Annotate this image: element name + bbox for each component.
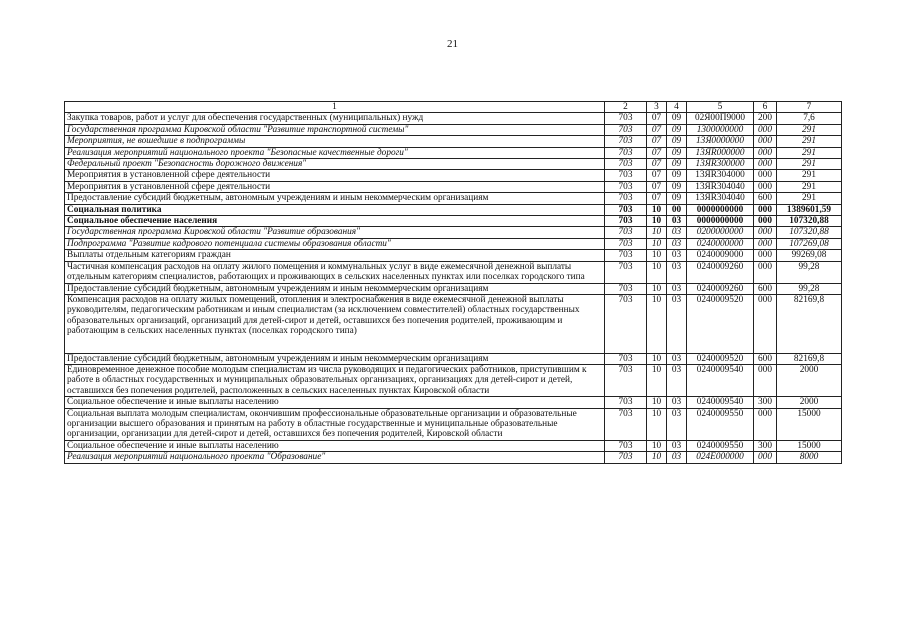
cell-target-item: 13ЯR000000 bbox=[687, 147, 754, 158]
cell-target-item: 0000000000 bbox=[687, 216, 754, 227]
cell-expense-type: 000 bbox=[754, 216, 777, 227]
cell-amount: 82169,8 bbox=[777, 294, 842, 353]
cell-expense-type: 000 bbox=[754, 124, 777, 135]
cell-subsection: 03 bbox=[667, 408, 687, 440]
col-header-1: 1 bbox=[65, 102, 605, 113]
cell-section: 07 bbox=[647, 136, 667, 147]
col-header-3: 3 bbox=[647, 102, 667, 113]
table-row bbox=[65, 124, 842, 135]
cell-subsection: 03 bbox=[667, 238, 687, 249]
cell-section: 10 bbox=[647, 283, 667, 294]
table-row bbox=[65, 136, 842, 147]
table-row bbox=[65, 193, 842, 204]
table-row bbox=[65, 440, 842, 451]
cell-code-admin: 703 bbox=[605, 283, 647, 294]
cell-expense-type: 000 bbox=[754, 294, 777, 353]
cell-name: Закупка товаров, работ и услуг для обеспечения государственных (муниципальных) нужд bbox=[65, 113, 605, 124]
cell-section: 10 bbox=[647, 397, 667, 408]
cell-name: Социальное обеспечение и иные выплаты населению bbox=[65, 440, 605, 451]
cell-subsection: 09 bbox=[667, 170, 687, 181]
cell-target-item: 13ЯR304040 bbox=[687, 193, 754, 204]
cell-expense-type: 000 bbox=[754, 170, 777, 181]
cell-expense-type: 000 bbox=[754, 238, 777, 249]
cell-target-item: 0200000000 bbox=[687, 227, 754, 238]
cell-expense-type: 000 bbox=[754, 408, 777, 440]
cell-expense-type: 600 bbox=[754, 193, 777, 204]
cell-subsection: 09 bbox=[667, 159, 687, 170]
col-header-5: 5 bbox=[687, 102, 754, 113]
cell-name: Выплаты отдельным категориям граждан bbox=[65, 250, 605, 261]
cell-expense-type: 000 bbox=[754, 159, 777, 170]
table-row bbox=[65, 181, 842, 192]
cell-name: Мероприятия в установленной сфере деятельности bbox=[65, 170, 605, 181]
table-row bbox=[65, 159, 842, 170]
cell-amount: 99269,08 bbox=[777, 250, 842, 261]
cell-code-admin: 703 bbox=[605, 159, 647, 170]
cell-target-item: 0240009550 bbox=[687, 440, 754, 451]
table-row bbox=[65, 364, 842, 396]
col-header-6: 6 bbox=[754, 102, 777, 113]
cell-section: 10 bbox=[647, 294, 667, 353]
cell-subsection: 03 bbox=[667, 250, 687, 261]
cell-code-admin: 703 bbox=[605, 227, 647, 238]
cell-code-admin: 703 bbox=[605, 124, 647, 135]
cell-subsection: 03 bbox=[667, 294, 687, 353]
cell-name: Федеральный проект "Безопасность дорожного движения" bbox=[65, 159, 605, 170]
cell-name: Предоставление субсидий бюджетным, автономным учреждениям и иным некоммерческим организациям bbox=[65, 353, 605, 364]
cell-subsection: 09 bbox=[667, 193, 687, 204]
cell-expense-type: 000 bbox=[754, 364, 777, 396]
cell-expense-type: 000 bbox=[754, 261, 777, 283]
cell-expense-type: 200 bbox=[754, 113, 777, 124]
col-header-4: 4 bbox=[667, 102, 687, 113]
cell-target-item: 0240009000 bbox=[687, 250, 754, 261]
cell-amount: 291 bbox=[777, 147, 842, 158]
table-row bbox=[65, 204, 842, 215]
cell-code-admin: 703 bbox=[605, 408, 647, 440]
cell-section: 07 bbox=[647, 113, 667, 124]
table-row bbox=[65, 261, 842, 283]
cell-subsection: 03 bbox=[667, 397, 687, 408]
cell-name: Компенсация расходов на оплату жилых помещений, отопления и электроснабжения в виде ежемесячной денежной выплаты руководителям, педагогическим работникам и иным специалистам (за исключением совместителей) областных государственных образовательных организаций, организаций для детей-сирот и детей, оставшихся без попечения родителей, проживающим и работающим в сельских населенных пунктах (поселках городского типа) bbox=[65, 294, 605, 353]
cell-code-admin: 703 bbox=[605, 216, 647, 227]
cell-subsection: 03 bbox=[667, 452, 687, 463]
cell-section: 10 bbox=[647, 227, 667, 238]
cell-target-item: 0240009550 bbox=[687, 408, 754, 440]
cell-amount: 82169,8 bbox=[777, 353, 842, 364]
cell-expense-type: 300 bbox=[754, 440, 777, 451]
table-row bbox=[65, 452, 842, 463]
cell-expense-type: 000 bbox=[754, 181, 777, 192]
cell-code-admin: 703 bbox=[605, 113, 647, 124]
cell-subsection: 03 bbox=[667, 261, 687, 283]
cell-section: 10 bbox=[647, 440, 667, 451]
cell-target-item: 0000000000 bbox=[687, 204, 754, 215]
cell-name: Социальная политика bbox=[65, 204, 605, 215]
table-row bbox=[65, 408, 842, 440]
cell-code-admin: 703 bbox=[605, 136, 647, 147]
cell-section: 07 bbox=[647, 193, 667, 204]
cell-expense-type: 000 bbox=[754, 227, 777, 238]
cell-expense-type: 000 bbox=[754, 147, 777, 158]
cell-code-admin: 703 bbox=[605, 452, 647, 463]
cell-amount: 291 bbox=[777, 124, 842, 135]
cell-amount: 15000 bbox=[777, 408, 842, 440]
cell-subsection: 03 bbox=[667, 364, 687, 396]
cell-subsection: 03 bbox=[667, 440, 687, 451]
table-row bbox=[65, 170, 842, 181]
cell-expense-type: 600 bbox=[754, 283, 777, 294]
cell-target-item: 13ЯR304040 bbox=[687, 181, 754, 192]
cell-section: 07 bbox=[647, 170, 667, 181]
cell-amount: 291 bbox=[777, 193, 842, 204]
cell-section: 10 bbox=[647, 238, 667, 249]
cell-name: Реализация мероприятий национального проекта "Образование" bbox=[65, 452, 605, 463]
cell-subsection: 03 bbox=[667, 227, 687, 238]
cell-name: Социальная выплата молодым специалистам, окончившим профессиональные образовательные организации и образовательные организации высшего образования и принятым на работу в областные государственные и муниципальные образовательные организации, организации для детей-сирот и детей, оставшихся без попечения родителей, Кировской области bbox=[65, 408, 605, 440]
cell-target-item: 0240009520 bbox=[687, 353, 754, 364]
cell-section: 10 bbox=[647, 408, 667, 440]
cell-section: 10 bbox=[647, 364, 667, 396]
cell-code-admin: 703 bbox=[605, 353, 647, 364]
table-body bbox=[65, 113, 842, 463]
cell-name: Предоставление субсидий бюджетным, автономным учреждениям и иным некоммерческим организациям bbox=[65, 193, 605, 204]
cell-name: Единовременное денежное пособие молодым специалистам из числа руководящих и педагогических работников, приступившим к работе в областных государственных и муниципальных образовательных организациях, организациях для детей-сирот и детей, оставшихся без попечения родителей, расположенных в сельских населенных пунктах Кировской области bbox=[65, 364, 605, 396]
cell-target-item: 0240000000 bbox=[687, 238, 754, 249]
cell-name: Мероприятия в установленной сфере деятельности bbox=[65, 181, 605, 192]
cell-subsection: 03 bbox=[667, 283, 687, 294]
cell-amount: 291 bbox=[777, 181, 842, 192]
cell-amount: 291 bbox=[777, 136, 842, 147]
table-row bbox=[65, 250, 842, 261]
cell-code-admin: 703 bbox=[605, 440, 647, 451]
cell-section: 07 bbox=[647, 147, 667, 158]
cell-section: 10 bbox=[647, 204, 667, 215]
cell-amount: 7,6 bbox=[777, 113, 842, 124]
table-row bbox=[65, 397, 842, 408]
cell-subsection: 09 bbox=[667, 136, 687, 147]
cell-expense-type: 000 bbox=[754, 452, 777, 463]
table-header-row bbox=[65, 102, 842, 113]
cell-name: Государственная программа Кировской области "Развитие транспортной системы" bbox=[65, 124, 605, 135]
cell-code-admin: 703 bbox=[605, 204, 647, 215]
cell-expense-type: 300 bbox=[754, 397, 777, 408]
cell-target-item: 0240009540 bbox=[687, 397, 754, 408]
cell-expense-type: 000 bbox=[754, 204, 777, 215]
cell-name: Социальное обеспечение и иные выплаты населению bbox=[65, 397, 605, 408]
cell-code-admin: 703 bbox=[605, 250, 647, 261]
cell-subsection: 09 bbox=[667, 181, 687, 192]
table-row bbox=[65, 227, 842, 238]
cell-amount: 2000 bbox=[777, 397, 842, 408]
col-header-7: 7 bbox=[777, 102, 842, 113]
table-row bbox=[65, 216, 842, 227]
cell-section: 10 bbox=[647, 452, 667, 463]
cell-expense-type: 000 bbox=[754, 250, 777, 261]
cell-target-item: 024E000000 bbox=[687, 452, 754, 463]
cell-subsection: 09 bbox=[667, 147, 687, 158]
cell-target-item: 0240009260 bbox=[687, 283, 754, 294]
cell-subsection: 09 bbox=[667, 124, 687, 135]
cell-target-item: 13ЯR304000 bbox=[687, 170, 754, 181]
cell-section: 07 bbox=[647, 181, 667, 192]
cell-section: 10 bbox=[647, 261, 667, 283]
cell-target-item: 13ЯR300000 bbox=[687, 159, 754, 170]
cell-amount: 107269,08 bbox=[777, 238, 842, 249]
table-row bbox=[65, 147, 842, 158]
cell-subsection: 09 bbox=[667, 113, 687, 124]
cell-amount: 2000 bbox=[777, 364, 842, 396]
table-row bbox=[65, 283, 842, 294]
table-row bbox=[65, 294, 842, 353]
cell-code-admin: 703 bbox=[605, 238, 647, 249]
cell-target-item: 0240009520 bbox=[687, 294, 754, 353]
cell-name: Частичная компенсация расходов на оплату жилого помещения и коммунальных услуг в виде ежемесячной денежной выплаты отдельным категориям специалистов, работающих и проживающих в сельских населенных пунктах или поселках городского типа bbox=[65, 261, 605, 283]
cell-section: 10 bbox=[647, 353, 667, 364]
cell-amount: 291 bbox=[777, 159, 842, 170]
cell-name: Социальное обеспечение населения bbox=[65, 216, 605, 227]
cell-section: 07 bbox=[647, 124, 667, 135]
cell-amount: 8000 bbox=[777, 452, 842, 463]
cell-expense-type: 000 bbox=[754, 136, 777, 147]
cell-name: Мероприятия, не вошедшие в подпрограммы bbox=[65, 136, 605, 147]
cell-subsection: 03 bbox=[667, 216, 687, 227]
cell-subsection: 03 bbox=[667, 353, 687, 364]
cell-name: Подпрограмма "Развитие кадрового потенциала системы образования области" bbox=[65, 238, 605, 249]
cell-amount: 1389601,59 bbox=[777, 204, 842, 215]
table-row bbox=[65, 238, 842, 249]
cell-section: 10 bbox=[647, 216, 667, 227]
cell-code-admin: 703 bbox=[605, 261, 647, 283]
cell-code-admin: 703 bbox=[605, 294, 647, 353]
cell-amount: 99,28 bbox=[777, 283, 842, 294]
cell-name: Предоставление субсидий бюджетным, автономным учреждениям и иным некоммерческим организациям bbox=[65, 283, 605, 294]
cell-section: 07 bbox=[647, 159, 667, 170]
cell-code-admin: 703 bbox=[605, 193, 647, 204]
cell-amount: 107320,88 bbox=[777, 216, 842, 227]
cell-code-admin: 703 bbox=[605, 397, 647, 408]
cell-amount: 15000 bbox=[777, 440, 842, 451]
cell-code-admin: 703 bbox=[605, 364, 647, 396]
cell-amount: 99,28 bbox=[777, 261, 842, 283]
table-row bbox=[65, 353, 842, 364]
cell-target-item: 0240009540 bbox=[687, 364, 754, 396]
cell-amount: 291 bbox=[777, 170, 842, 181]
cell-name: Государственная программа Кировской области "Развитие образования" bbox=[65, 227, 605, 238]
cell-code-admin: 703 bbox=[605, 170, 647, 181]
cell-expense-type: 600 bbox=[754, 353, 777, 364]
cell-code-admin: 703 bbox=[605, 181, 647, 192]
cell-section: 10 bbox=[647, 250, 667, 261]
cell-target-item: 02Я00П9000 bbox=[687, 113, 754, 124]
col-header-2: 2 bbox=[605, 102, 647, 113]
cell-target-item: 0240009260 bbox=[687, 261, 754, 283]
cell-target-item: 1300000000 bbox=[687, 124, 754, 135]
cell-subsection: 00 bbox=[667, 204, 687, 215]
budget-table bbox=[64, 101, 842, 464]
cell-target-item: 13Я0000000 bbox=[687, 136, 754, 147]
page-number: 21 bbox=[447, 38, 458, 50]
table-row bbox=[65, 113, 842, 124]
cell-code-admin: 703 bbox=[605, 147, 647, 158]
cell-amount: 107320,88 bbox=[777, 227, 842, 238]
cell-name: Реализация мероприятий национального проекта "Безопасные качественные дороги" bbox=[65, 147, 605, 158]
